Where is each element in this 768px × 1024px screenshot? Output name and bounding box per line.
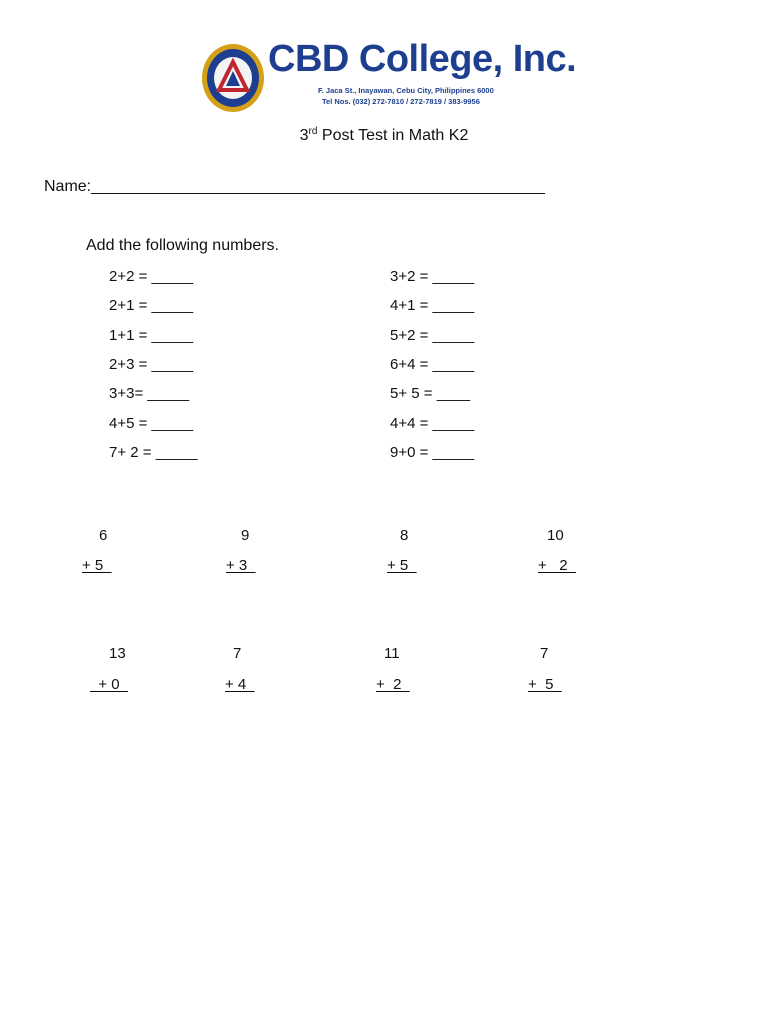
problem-item: 4+1 = _____ (390, 297, 475, 314)
vertical-top-number: 11 (384, 645, 400, 662)
problem-item: 3+3= _____ (109, 385, 190, 402)
title-ordinal: 3 (299, 127, 309, 144)
college-name: CBD College, Inc. (268, 38, 577, 80)
vertical-addend: + 4 (225, 676, 255, 693)
vertical-top-number: 8 (400, 527, 409, 544)
title-text: Post Test in Math K2 (317, 127, 469, 144)
problem-item: 6+4 = _____ (390, 356, 475, 373)
problem-item: 7+ 2 = _____ (109, 444, 198, 461)
test-title (0, 126, 768, 145)
vertical-top-number: 13 (109, 645, 126, 662)
vertical-addend: + 2 (538, 557, 576, 574)
vertical-addend: + 0 (90, 676, 128, 693)
problem-item: 9+0 = _____ (390, 444, 475, 461)
vertical-addend: + 2 (376, 676, 410, 693)
problem-item: 5+ 5 = ____ (390, 385, 471, 402)
vertical-addend: + 3 (226, 557, 256, 574)
problem-item: 2+3 = _____ (109, 356, 194, 373)
vertical-addend: + 5 (387, 557, 417, 574)
vertical-top-number: 7 (233, 645, 242, 662)
vertical-top-number: 10 (547, 527, 564, 544)
vertical-top-number: 7 (540, 645, 549, 662)
vertical-addend: + 5 (82, 557, 112, 574)
vertical-top-number: 6 (99, 527, 108, 544)
problem-item: 2+1 = _____ (109, 297, 194, 314)
problem-item: 5+2 = _____ (390, 327, 475, 344)
title-ordinal-suffix: rd (308, 126, 318, 137)
problem-item: 4+4 = _____ (390, 415, 475, 432)
problem-item: 4+5 = _____ (109, 415, 194, 432)
name-field[interactable] (44, 178, 545, 196)
name-label: Name: (44, 178, 92, 195)
problem-item: 2+2 = _____ (109, 268, 194, 285)
problem-item: 1+1 = _____ (109, 327, 194, 344)
college-address: F. Jaca St., Inayawan, Cebu City, Philippines 6000 (318, 86, 494, 95)
college-tel: Tel Nos. (032) 272-7810 / 272-7819 / 383-9956 (322, 97, 480, 106)
vertical-addend: + 5 (528, 676, 562, 693)
name-blank[interactable]: ___________________________________________________ (91, 178, 545, 195)
instruction-text: Add the following numbers. (86, 237, 279, 254)
college-seal-icon (200, 42, 266, 114)
vertical-top-number: 9 (241, 527, 250, 544)
problem-item: 3+2 = _____ (390, 268, 475, 285)
